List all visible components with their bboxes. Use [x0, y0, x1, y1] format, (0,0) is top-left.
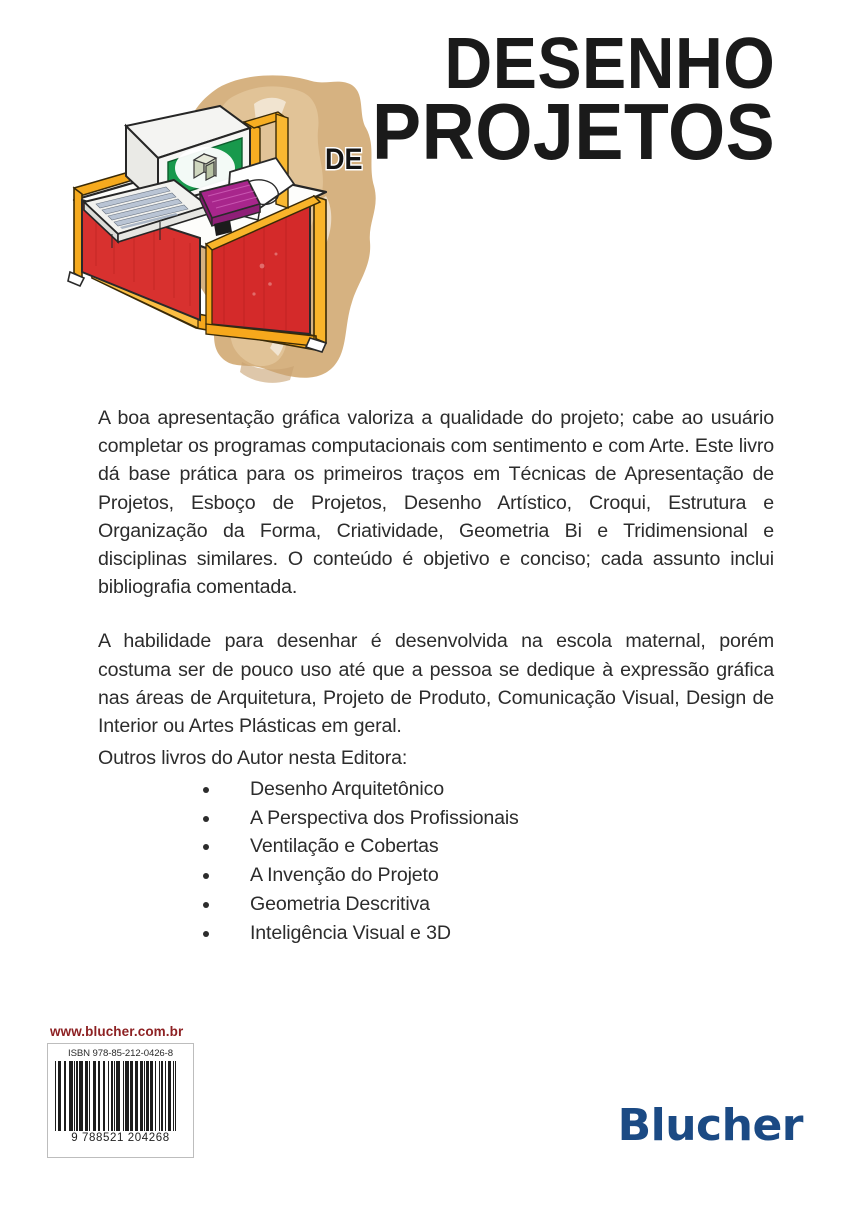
barcode-bars [55, 1061, 186, 1131]
bullet-icon [203, 787, 209, 793]
book-title: Desenho Arquitetônico [250, 777, 445, 800]
title-line-projetos: PROJETOS [371, 86, 775, 176]
cover-title-block [337, 24, 775, 176]
book-title: Ventilação e Cobertas [250, 835, 439, 858]
list-item [98, 919, 758, 948]
other-books-section [98, 744, 758, 948]
bullet-icon [203, 844, 209, 850]
bullet-icon [203, 931, 209, 937]
isbn-barcode [47, 1043, 194, 1158]
bullet-icon [203, 902, 209, 908]
list-item [98, 804, 758, 833]
title-connector-de: DE [325, 143, 363, 176]
list-item [98, 890, 758, 919]
list-item [98, 832, 758, 861]
other-books-heading: Outros livros do Autor nesta Editora: [98, 747, 408, 769]
cover-hero [0, 0, 855, 390]
book-title: Inteligência Visual e 3D [250, 921, 451, 944]
list-item [98, 861, 758, 890]
book-title: Geometria Descritiva [250, 892, 430, 915]
blurb-paragraph-1: A boa apresentação gráfica valoriza a qualidade do projeto; cabe ao usuário completar os programas computacionais com sentimento e com Arte. Este livro dá base prática para os primeiros traços em Técnicas de Apresentação de Projetos, Esboço de Projetos, Desenho Artístico, Croqui, Estrutura e Organização da Forma, Criatividade, Geometria Bi e Tridimensional e disciplinas similares. O conteúdo é objetivo e conciso; cada assunto inclui bibliografia comentada. [98, 407, 774, 599]
bullet-icon [203, 873, 209, 879]
barcode-digits: 9 788521 204268 [71, 1132, 170, 1144]
other-books-list [98, 775, 758, 948]
title-line-desenho: DESENHO [444, 24, 775, 104]
isbn-number: ISBN 978-85-212-0426-8 [68, 1048, 173, 1059]
book-title: A Invenção do Projeto [250, 864, 439, 887]
list-item [98, 775, 758, 804]
book-title: A Perspectiva dos Profissionais [250, 806, 519, 829]
bullet-icon [203, 816, 209, 822]
publisher-logo: Blucher [617, 1100, 803, 1151]
blurb-text [98, 404, 774, 740]
publisher-website[interactable]: www.blucher.com.br [50, 1024, 184, 1039]
blurb-paragraph-2: A habilidade para desenhar é desenvolvida na escola maternal, porém costuma ser de pouco uso até que a pessoa se dedique à expressão gráfica nas áreas de Arquitetura, Projeto de Produto, Comunicação Visual, Design de Interior ou Artes Plásticas em geral. [98, 630, 774, 738]
